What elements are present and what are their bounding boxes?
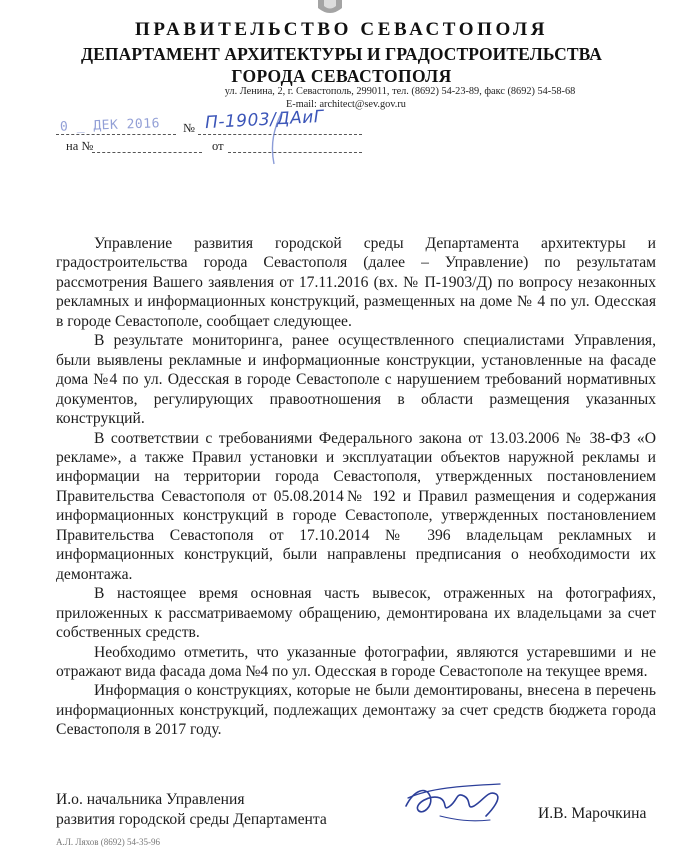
date-stamp: 0 _ ДЕК 2016 (59, 116, 161, 135)
paragraph: В соответствии с требованиями Федерального закона от 13.03.2006 № 38-ФЗ «О рекламе», а также Правил установки и эксплуатации объектов наружной рекламы и информации на территории города Севастополя, утвержденных постановлением Правительства Севастополя от 05.08.2014№ 192 и Правил размещения и содержания информационных конструкций в городе Севастополе, утвержденных постановлением Правительства Севастополя от 17.10.2014 № 396 владельцам рекламных и информационных конструкций, были направлены предписания о необходимости их демонтажа. (56, 429, 656, 583)
position-line: развития городской среды Департамента (56, 811, 327, 828)
city-title: ГОРОДА СЕВАСТОПОЛЯ (231, 66, 452, 86)
department-title: ДЕПАРТАМЕНТ АРХИТЕКТУРЫ И ГРАДОСТРОИТЕЛЬСТВА (81, 44, 602, 64)
paragraph: В результате мониторинга, ранее осуществленного специалистами Управления, были выявлены рекламные и информационные конструкции, установленные на фасаде дома №4 по ул. Одесская в городе Севастополе с нарушением требований нормативных документов, регулирующих правоотношения в области размещения указанных конструкций. (56, 332, 656, 428)
handwritten-reg-number: П-1903/ДАиГ (204, 106, 325, 134)
paragraph: В настоящее время основная часть вывесок, отраженных на фотографиях, приложенных к рассматриваемому обращению, демонтирована их владельцами за счет собственных средств. (56, 585, 656, 642)
signatory-name: И.В. Марочкина (538, 805, 647, 822)
paragraph: Управление развития городской среды Департамента архитектуры и градостроительства города Севастополя (далее – Управление) по результатам рассмотрения Вашего заявления от 17.11.2016 (вх. № П-1903/Д) по вопросу незаконных рекламных и информационных конструкций, размещенных на доме № 4 по ул. Одесская в городе Севастополе, сообщает следующее. (56, 235, 656, 330)
position-line: И.о. начальника Управления (56, 791, 245, 808)
from-label: от (212, 139, 224, 153)
reference-line (92, 152, 202, 153)
paragraph: Необходимо отметить, что указанные фотографии, являются устаревшими и не отражают вида фасада дома №4 по ул. Одесская в городе Севастополе на текущее время. (56, 643, 656, 680)
registration-stamp-mark (170, 108, 300, 168)
letter-body (56, 234, 656, 740)
coat-of-arms-emblem (300, 0, 360, 16)
signatory-position (56, 790, 376, 830)
paragraph: Информация о конструкциях, которые не были демонтированы, внесена в перечень информационных конструкций, подлежащих демонтажу за счет средств бюджета города Севастополя в 2017 году. (56, 682, 656, 739)
handwritten-signature (400, 776, 510, 828)
email-line: E-mail: architect@sev.gov.ru (286, 99, 406, 110)
address-line: ул. Ленина, 2, г. Севастополь, 299011, тел. (8692) 54-23-89, факс (8692) 54-58-68 (224, 86, 576, 97)
number-label: № (183, 121, 195, 135)
date-line (56, 134, 176, 135)
executor-note: А.Л. Ляхов (8692) 54-35-96 (56, 837, 160, 847)
reference-label: на № (66, 139, 94, 153)
from-date-line (228, 152, 362, 153)
government-title: ПРАВИТЕЛЬСТВО СЕВАСТОПОЛЯ (134, 19, 549, 40)
